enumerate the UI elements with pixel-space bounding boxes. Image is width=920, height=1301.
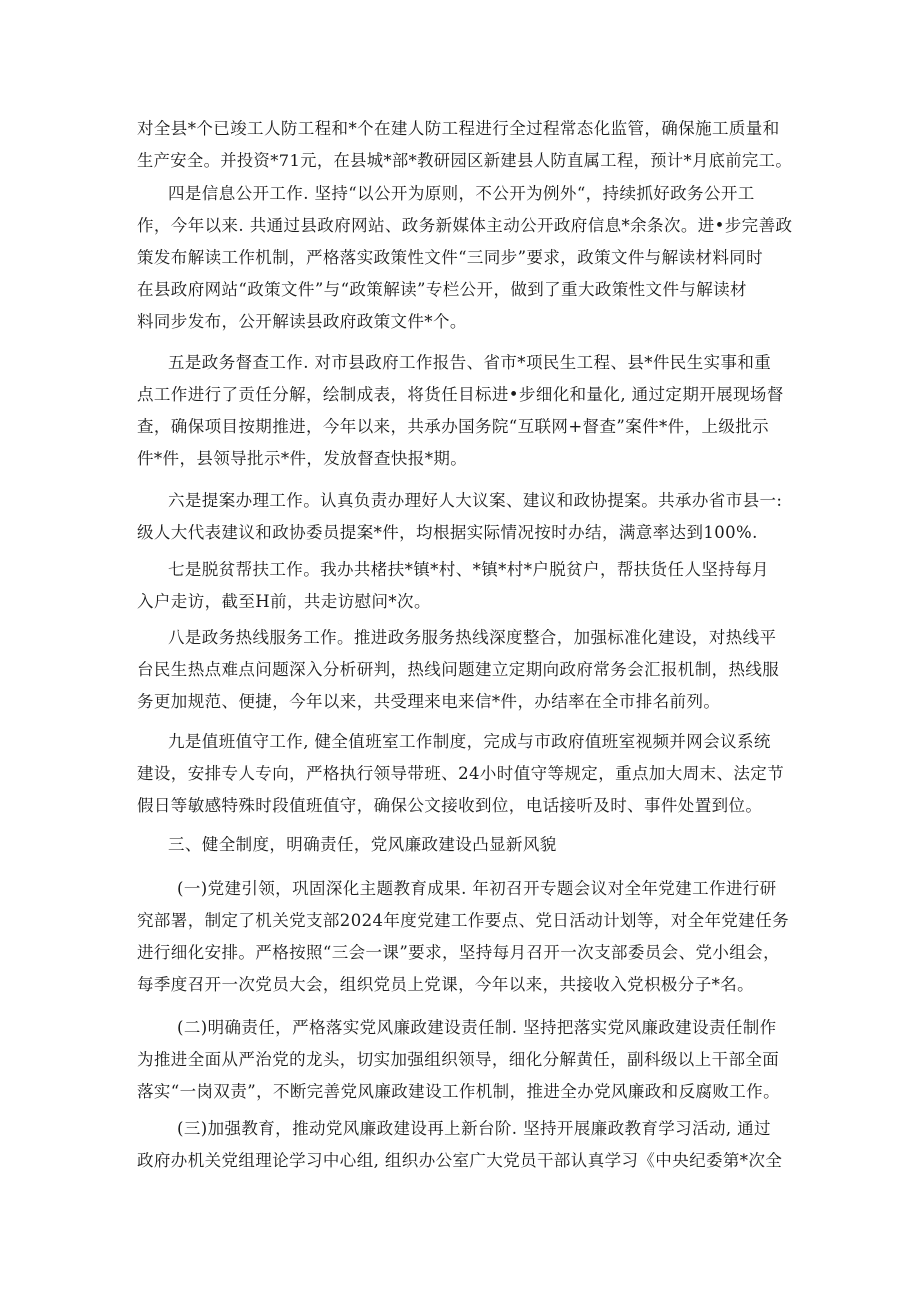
text-line: 件*件，县领导批示*件，发放督查快报*期。 (137, 449, 468, 468)
text-line: 假日等敏感特殊时段值班值守，确保公文接收到位，电话接听及时、事件处置到位。 (137, 796, 763, 815)
section-heading (137, 829, 797, 861)
text-line: 六是提案办理工作。认真负责办理好人大议案、建议和政协提案。共承办省市县一: (168, 491, 783, 510)
text-line: 进行细化安排。严格按照“三会一课”要求，坚持每月召开一次支部委员会、党小组会， (137, 943, 780, 962)
paragraph-supervision (137, 347, 797, 475)
text-line: 九是值班值守工作, 健全值班室工作制度，完成与市政府值班室视频并网会议系统 (168, 732, 771, 751)
text-line: 作，今年以来. 共通过县政府网站、政务新媒体主动公开政府信息*余条次。进•步完善政 (137, 216, 793, 235)
text-line: 八是政务热线服务工作。推进政务服务热线深度整合，加强标准化建设，对热线平 (168, 628, 777, 647)
text-line: 为推进全面从严治党的龙头，切实加强组织领导，细化分解黄任，副科级以上干部全面 (137, 1050, 780, 1069)
text-line: 入户走访，截至H前，共走访慰问*次。 (137, 592, 431, 611)
paragraph-education (137, 1113, 797, 1177)
section-title: 三、健全制度，明确责任，党风廉政建设凸显新风貌 (168, 835, 557, 854)
text-line: (二)明确责任，严格落实党风廉政建设责任制. 坚持把落实党风廉政建设责任制作 (177, 1018, 777, 1037)
text-line: 七是脱贫帮扶工作。我办共楮扶*镇*村、*镇*村*户脱贫户，帮扶货任人坚持每月 (168, 560, 769, 579)
paragraph-poverty-assistance (137, 554, 797, 618)
text-line: 四是信息公开工作. 坚持“以公开为原则，不公开为例外“，持续抓好政务公开工 (168, 184, 755, 203)
text-line: 究部署，制定了机关党支部2024年度党建工作要点、党日活动计划等，对全年党建任务 (137, 911, 789, 930)
text-line: 在县政府网站“政策文件”与“政策解读”专栏公开，做到了重大政策性文件与解读材 (137, 280, 747, 299)
text-line: 台民生热点难点问题深入分析研判，热线问题建立定期向政府常务会汇报机制，热线服 (137, 660, 780, 679)
text-line: 每季度召开一次党员大会，组织党员上党课，今年以来，共接收入党枳极分子*名。 (137, 975, 755, 994)
text-line: 级人大代表建议和政协委员提案*件，均根据实际情况按时办结，满意率达到100%. (137, 523, 758, 542)
text-line: 政府办机关党组理论学习中心组, 组织办公室广大党员干部认真学习《中央纪委第*次全 (137, 1151, 783, 1170)
text-line: (一)党建引领，巩固深化主题教育成果. 年初召开专题会议对全年党建工作进行研 (177, 879, 777, 898)
paragraph-proposals (137, 485, 797, 549)
text-line: 务更加规范、便捷，今年以来，共受理来电来信*件，办结率在全市排名前列。 (137, 692, 721, 711)
paragraph-responsibility (137, 1012, 797, 1108)
text-line: 落实“一岗双责”，不断完善党风廉政建设工作机制，推进全办党风廉政和反腐败工作。 (137, 1082, 780, 1101)
paragraph-duty (137, 726, 797, 822)
paragraph-hotline (137, 622, 797, 718)
text-line: 生产安全。并投资*71元，在县城*部*教研园区新建县人防直属工程，预计*月底前完工。 (137, 151, 792, 170)
paragraph-info-disclosure (137, 178, 797, 338)
text-line: 对全县*个已竣工人防工程和*个在建人防工程进行全过程常态化监管，确保施工质量和 (137, 119, 780, 138)
text-line: 五是政务督查工作. 对市县政府工作报告、省市*项民生工程、县*件民生实事和重 (168, 353, 772, 372)
text-line: 查，确保项目按期推进，今年以来，共承办国务院“互联网+督查”案件*件，上级批示 (137, 417, 770, 436)
text-line: 点工作进行了贡任分解，绘制成表，将货任目标进•步细化和量化, 通过定期开展现场督 (137, 385, 784, 404)
text-line: (三)加强教育，推动党风廉政建设再上新台阶. 坚持开展廉政教育学习活动, 通过 (177, 1119, 771, 1138)
text-line: 策发布解读工作机制，严格落实政策性文件“三同步”要求，政策文件与解读材料同时 (137, 248, 764, 267)
paragraph-engineering-supervision (137, 113, 797, 177)
text-line: 料同步发布，公开解读县政府政策文件*个。 (137, 312, 467, 331)
text-line: 建设，安排专人专向，严格执行领导带班、24小时值守等规定，重点加大周末、法定节 (137, 764, 785, 783)
paragraph-party-building (137, 873, 797, 1001)
